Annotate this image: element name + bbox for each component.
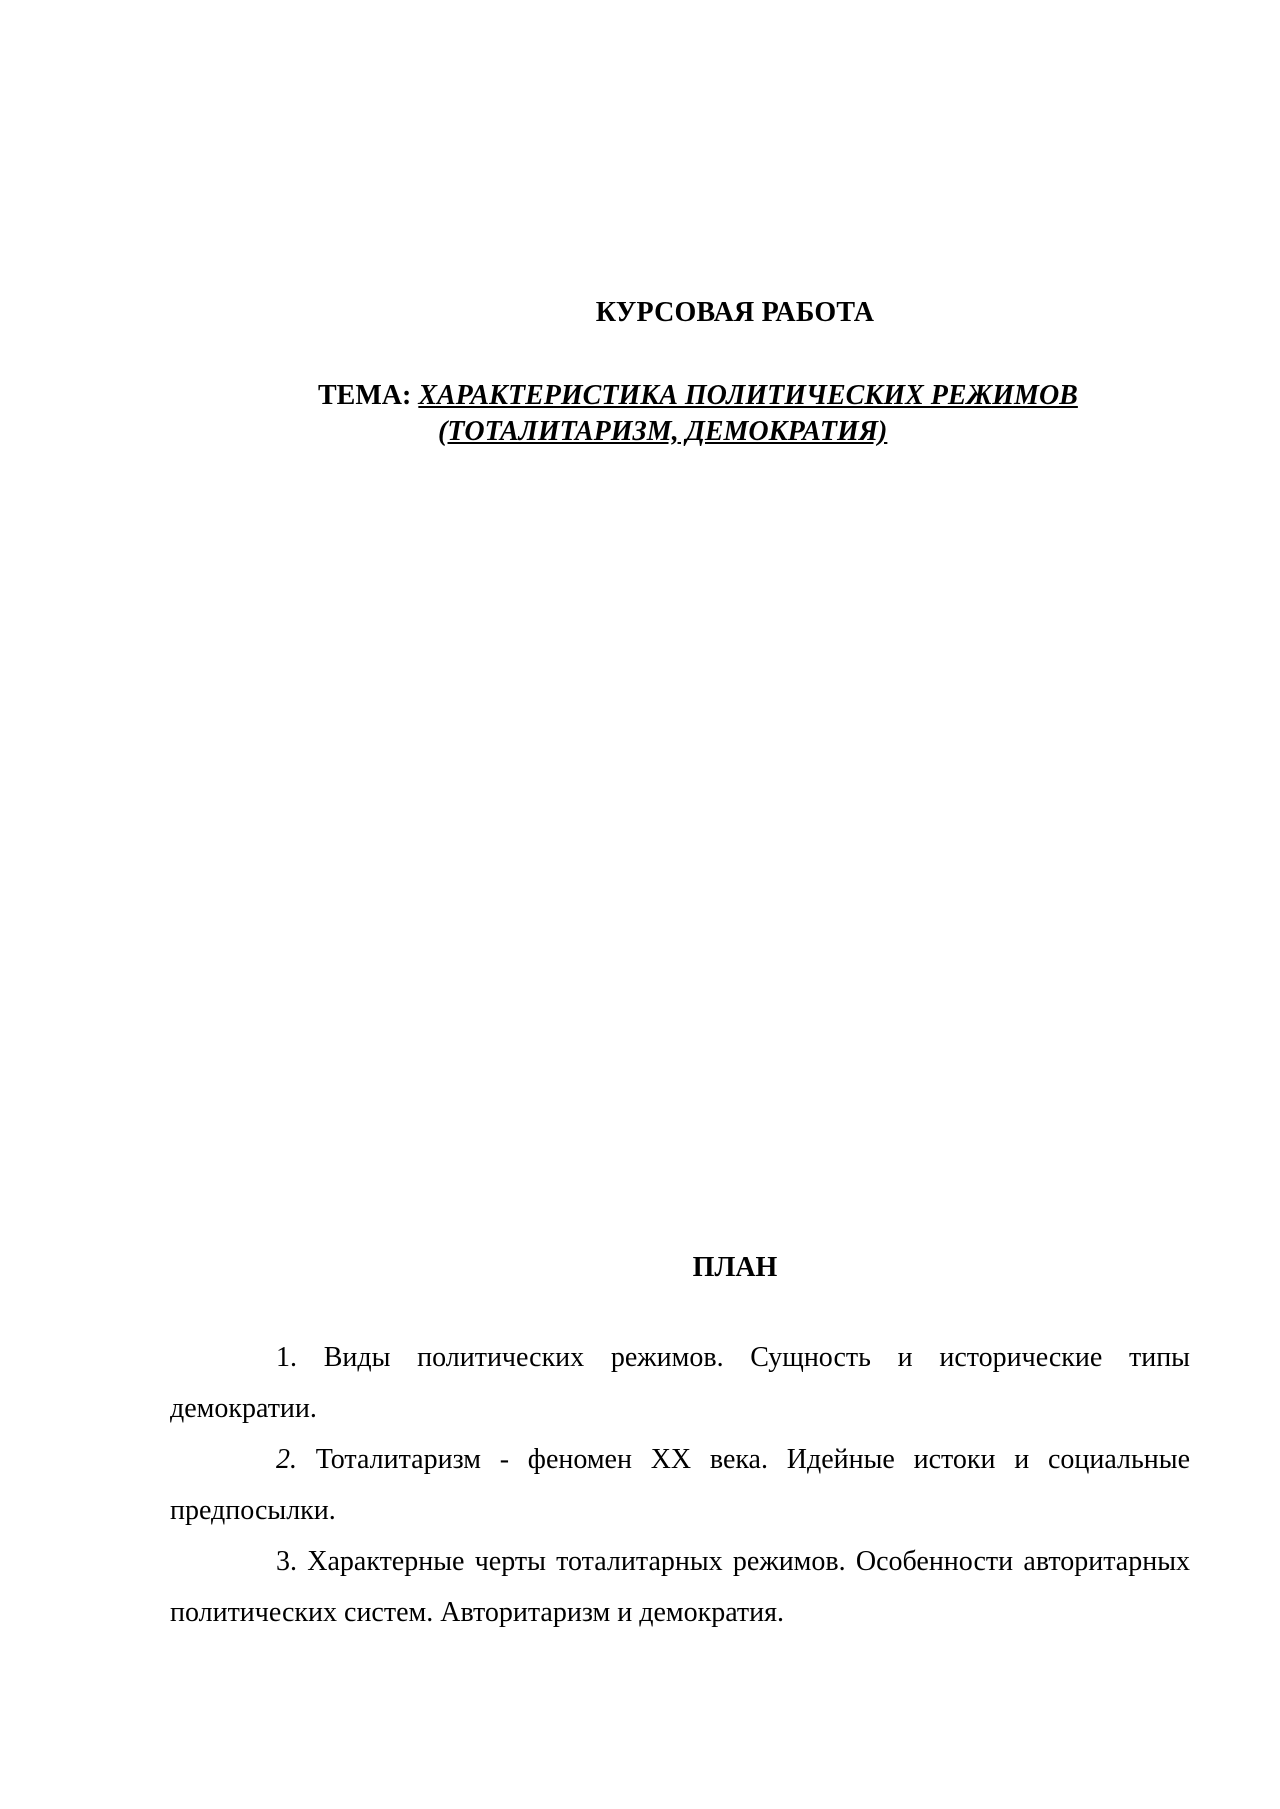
topic-title-line2: (ТОТАЛИТАРИЗМ, ДЕМОКРАТИЯ) — [438, 416, 888, 447]
topic-block — [318, 378, 1178, 450]
plan-item-number: 3. — [276, 1546, 297, 1577]
plan-item-text: Характерные черты тоталитарных режимов. Особенности авторитарных политических систем. Авторитаризм и демократия. — [170, 1546, 1190, 1628]
plan-item-text: Виды политических режимов. Сущность и исторические типы демократии. — [170, 1342, 1190, 1424]
document-type-heading: КУРСОВАЯ РАБОТА — [595, 297, 875, 328]
plan-item-number: 1. — [276, 1342, 297, 1373]
plan-item-number: 2. — [276, 1444, 297, 1475]
plan-heading: ПЛАН — [692, 1252, 778, 1283]
plan-item — [170, 1332, 1190, 1434]
plan-item — [170, 1536, 1190, 1638]
plan-item — [170, 1434, 1190, 1536]
plan-list — [170, 1332, 1190, 1638]
topic-label: ТЕМА: — [318, 380, 412, 411]
plan-item-text: Тоталитаризм - феномен XX века. Идейные истоки и социальные предпосылки. — [170, 1444, 1190, 1526]
topic-title-line1: ХАРАКТЕРИСТИКА ПОЛИТИЧЕСКИХ РЕЖИМОВ — [418, 380, 1078, 411]
